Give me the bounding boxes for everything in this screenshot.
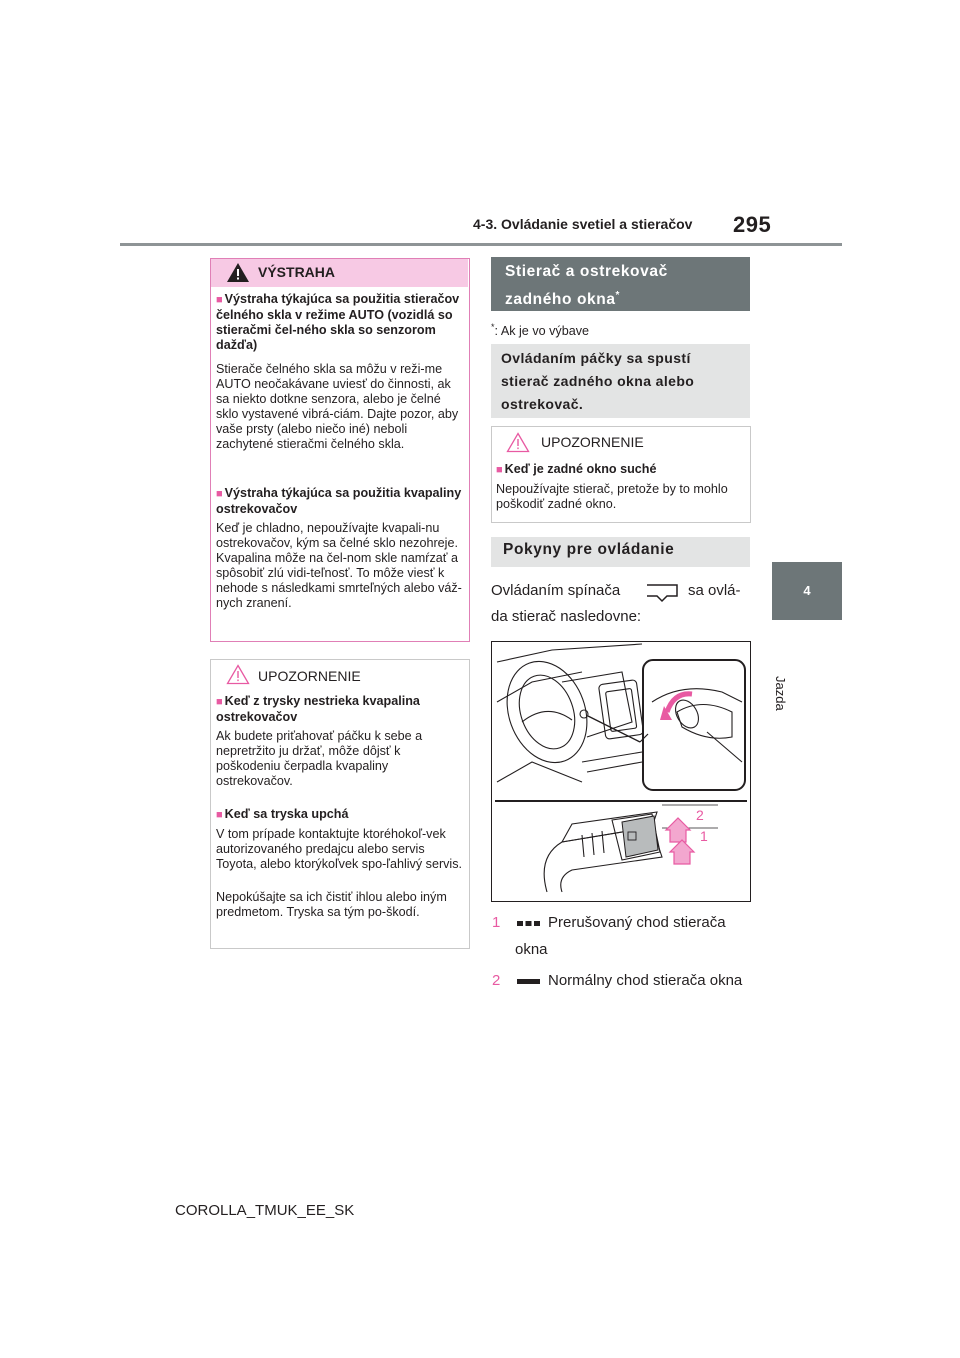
warning-item-1-heading bbox=[216, 292, 466, 353]
rear-wiper-switch-icon bbox=[645, 582, 679, 604]
square-bullet-icon: ■ bbox=[216, 294, 223, 306]
operation-line-1b: sa ovlá- bbox=[688, 582, 741, 599]
footnote-mark: * bbox=[491, 322, 495, 332]
caution-item-2-text2: Nepokúšajte sa ich čistiť ihlou alebo iným predmetom. Tryska sa tým po-škodí. bbox=[216, 890, 447, 919]
section-operation-heading bbox=[491, 537, 750, 567]
section-rear-heading bbox=[491, 257, 750, 311]
chapter-tab: 4 bbox=[772, 562, 842, 620]
section-rear-title-line2: zadného okna bbox=[505, 291, 616, 309]
section-title: 4-3. Ovládanie svetiel a stieračov bbox=[473, 216, 693, 232]
warning-title: VÝSTRAHA bbox=[258, 264, 336, 280]
legend-2-num: 2 bbox=[492, 972, 501, 989]
caution-right-title: UPOZORNENIE bbox=[541, 434, 644, 450]
caution-item-1-heading bbox=[216, 694, 466, 725]
wiper-lever-figure bbox=[491, 641, 751, 902]
chapter-label bbox=[773, 632, 804, 711]
footnote-text: : Ak je vo výbave bbox=[494, 324, 590, 339]
section-rear-title-line1: Stierač a ostrekovač bbox=[505, 263, 668, 280]
warning-item-1-text: Stierače čelného skla sa môžu v reži-me AUTO neočakávane uviesť do činnosti, ak sa niekto dotkne senzora, alebo je čelné sklo vystavené vibrá-ciám. Dajte pozor, aby vaše prsty (alebo niečo iné) neboli zachytené stieračmi čelného skla. bbox=[216, 362, 459, 451]
chapter-label-text: Jazda bbox=[773, 676, 788, 711]
intro-line-3: ostrekovač. bbox=[501, 396, 584, 412]
legend-item-2 bbox=[492, 972, 500, 989]
operation-line-1a: Ovládaním spínača bbox=[491, 582, 621, 599]
section-operation-title: Pokyny pre ovládanie bbox=[503, 541, 675, 558]
caution-right-text: Nepoužívajte stierač, pretože by to mohlo poškodiť zadné okno. bbox=[496, 482, 728, 511]
normal-mode-icon bbox=[517, 979, 540, 985]
warning-item-2-text: Keď je chladno, nepoužívajte kvapali-nu ostrekovačov, kým sa čelné sklo nezohreje. Kvapalina môže na čel-nom skle namŕzať a spôsobiť zlú vidi-teľnosť. To môže viesť k nehode s následkami smrteľných alebo váž-nych zranení. bbox=[216, 521, 462, 610]
doc-code: COROLLA_TMUK_EE_SK bbox=[175, 1202, 355, 1219]
caution-item-1-text: Ak budete priťahovať páčku k sebe a nepretržito ju držať, môže dôjsť k poškodeniu čerpadla kvapaliny ostrekovačov. bbox=[216, 729, 423, 788]
square-bullet-icon: ■ bbox=[216, 809, 223, 821]
warning-item-1-heading-text: Výstraha týkajúca sa použitia stieračov čelného skla v režime AUTO (vozidlá so stieračmi čel-ného skla so senzorom dažďa) bbox=[216, 292, 460, 352]
intermittent-mode-icon bbox=[517, 921, 540, 927]
intro-panel bbox=[491, 344, 750, 418]
intro-line-1: Ovládaním páčky sa spustí bbox=[501, 350, 691, 366]
operation-line-2: da stierač nasledovne: bbox=[491, 608, 642, 625]
caution-item-2-heading-text: Keď sa tryska upchá bbox=[224, 807, 349, 821]
square-bullet-icon: ■ bbox=[216, 488, 223, 500]
intro-line-2: stierač zadného okna alebo bbox=[501, 373, 695, 389]
square-bullet-icon: ■ bbox=[216, 696, 223, 708]
caution-triangle-icon bbox=[226, 664, 250, 685]
warning-triangle-icon bbox=[226, 262, 250, 283]
cockpit-illustration bbox=[492, 642, 750, 901]
figure-label-2: 2 bbox=[696, 807, 704, 823]
section-rear-star: * bbox=[615, 290, 621, 301]
square-bullet-icon: ■ bbox=[496, 464, 503, 476]
caution-item-1-heading-text: Keď z trysky nestrieka kvapalina ostrekovačov bbox=[216, 694, 420, 724]
legend-1-num: 1 bbox=[492, 914, 501, 931]
footnote bbox=[491, 322, 589, 338]
caution-triangle-icon bbox=[506, 432, 530, 453]
legend-1-text: Prerušovaný chod stierača bbox=[548, 914, 726, 931]
legend-item-1 bbox=[492, 914, 500, 931]
warning-item-2-heading bbox=[216, 486, 466, 517]
caution-item-2-text: V tom prípade kontaktujte ktoréhokoľ-vek autorizovaného predajcu alebo servis Toyota, alebo ktorýkoľvek spo-ľahlivý servis. bbox=[216, 827, 463, 871]
caution-item-2-heading bbox=[216, 807, 466, 823]
legend-1-text2: okna bbox=[515, 941, 548, 958]
header-rule bbox=[120, 243, 842, 246]
warning-item-2-heading-text: Výstraha týkajúca sa použitia kvapaliny ostrekovačov bbox=[216, 486, 462, 516]
figure-label-1: 1 bbox=[700, 828, 708, 844]
page-number: 295 bbox=[733, 212, 772, 237]
caution-left-title: UPOZORNENIE bbox=[258, 668, 361, 684]
caution-right-heading-text: Keď je zadné okno suché bbox=[504, 462, 657, 476]
legend-2-text: Normálny chod stierača okna bbox=[548, 972, 743, 989]
caution-right-heading bbox=[496, 462, 746, 478]
